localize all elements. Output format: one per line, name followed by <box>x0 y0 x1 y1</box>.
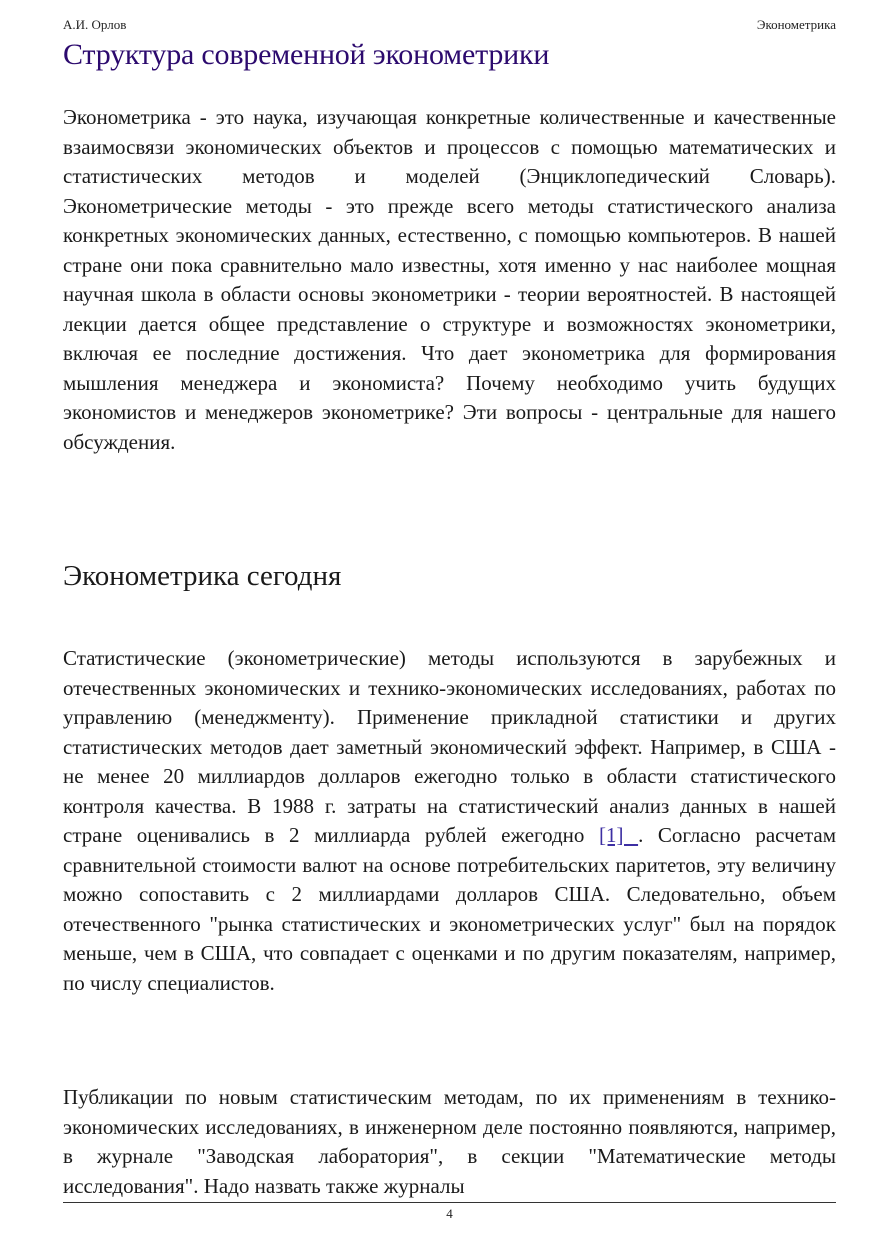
section-heading: Эконометрика сегодня <box>63 560 342 592</box>
reference-link-1[interactable]: [1] <box>599 823 639 847</box>
section-paragraph <box>63 644 836 998</box>
intro-paragraph: Эконометрика - это наука, изучающая конкретные количественные и качественные взаимосвязи экономических объектов и процессов с помощью математических и статистических методов и моделей (Энциклопедический Словарь). Эконометрические методы - это прежде всего методы статистического анализа конкретных экономических данных, естественно, с помощью компьютеров. В нашей стране они пока сравнительно мало известны, хотя именно у нас наиболее мощная научная школа в области основы эконометрики - теории вероятностей. В настоящей лекции дается общее представление о структуре и возможностях эконометрики, включая ее последние достижения. Что дает эконометрика для формирования мышления менеджера и экономиста? Почему необходимо учить будущих экономистов и менеджеров эконометрике? Эти вопросы - центральные для нашего обсуждения. <box>63 105 836 454</box>
footer-divider <box>63 1202 836 1203</box>
page-title: Структура современной эконометрики <box>63 38 550 71</box>
paragraph-text-after-ref: . Согласно расчетам сравнительной стоимости валют на основе потребительских паритетов, эту величину можно сопоставить с 2 миллиардами долларов США. Следовательно, объем отечественного "рынка статистических и эконометрических услуг" был на порядок меньше, чем в США, что совпадает с оценками и по другим показателям, например, по числу специалистов. <box>63 823 836 995</box>
publications-paragraph: Публикации по новым статистическим методам, по их применениям в технико-экономических исследованиях, в инженерном деле постоянно появляются, например, в журнале "Заводская лаборатория", в секции "Математические методы исследования". Надо назвать также журналы <box>63 1085 836 1198</box>
header-author: А.И. Орлов <box>63 17 127 32</box>
header-running-title: Эконометрика <box>756 17 836 32</box>
document-page <box>63 0 836 1241</box>
running-header <box>63 17 836 33</box>
page-number: 4 <box>446 1206 453 1221</box>
paragraph-text-before-ref: Статистические (эконометрические) методы используются в зарубежных и отечественных экономических и технико-экономических исследованиях, работах по управлению (менеджменту). Применение прикладной статистики и других статистических методов дает заметный экономический эффект. Например, в США - не менее 20 миллиардов долларов ежегодно только в области статистического контроля качества. В 1988 г. затраты на статистический анализ данных в нашей стране оценивались в 2 миллиарда рублей ежегодно <box>63 646 836 847</box>
